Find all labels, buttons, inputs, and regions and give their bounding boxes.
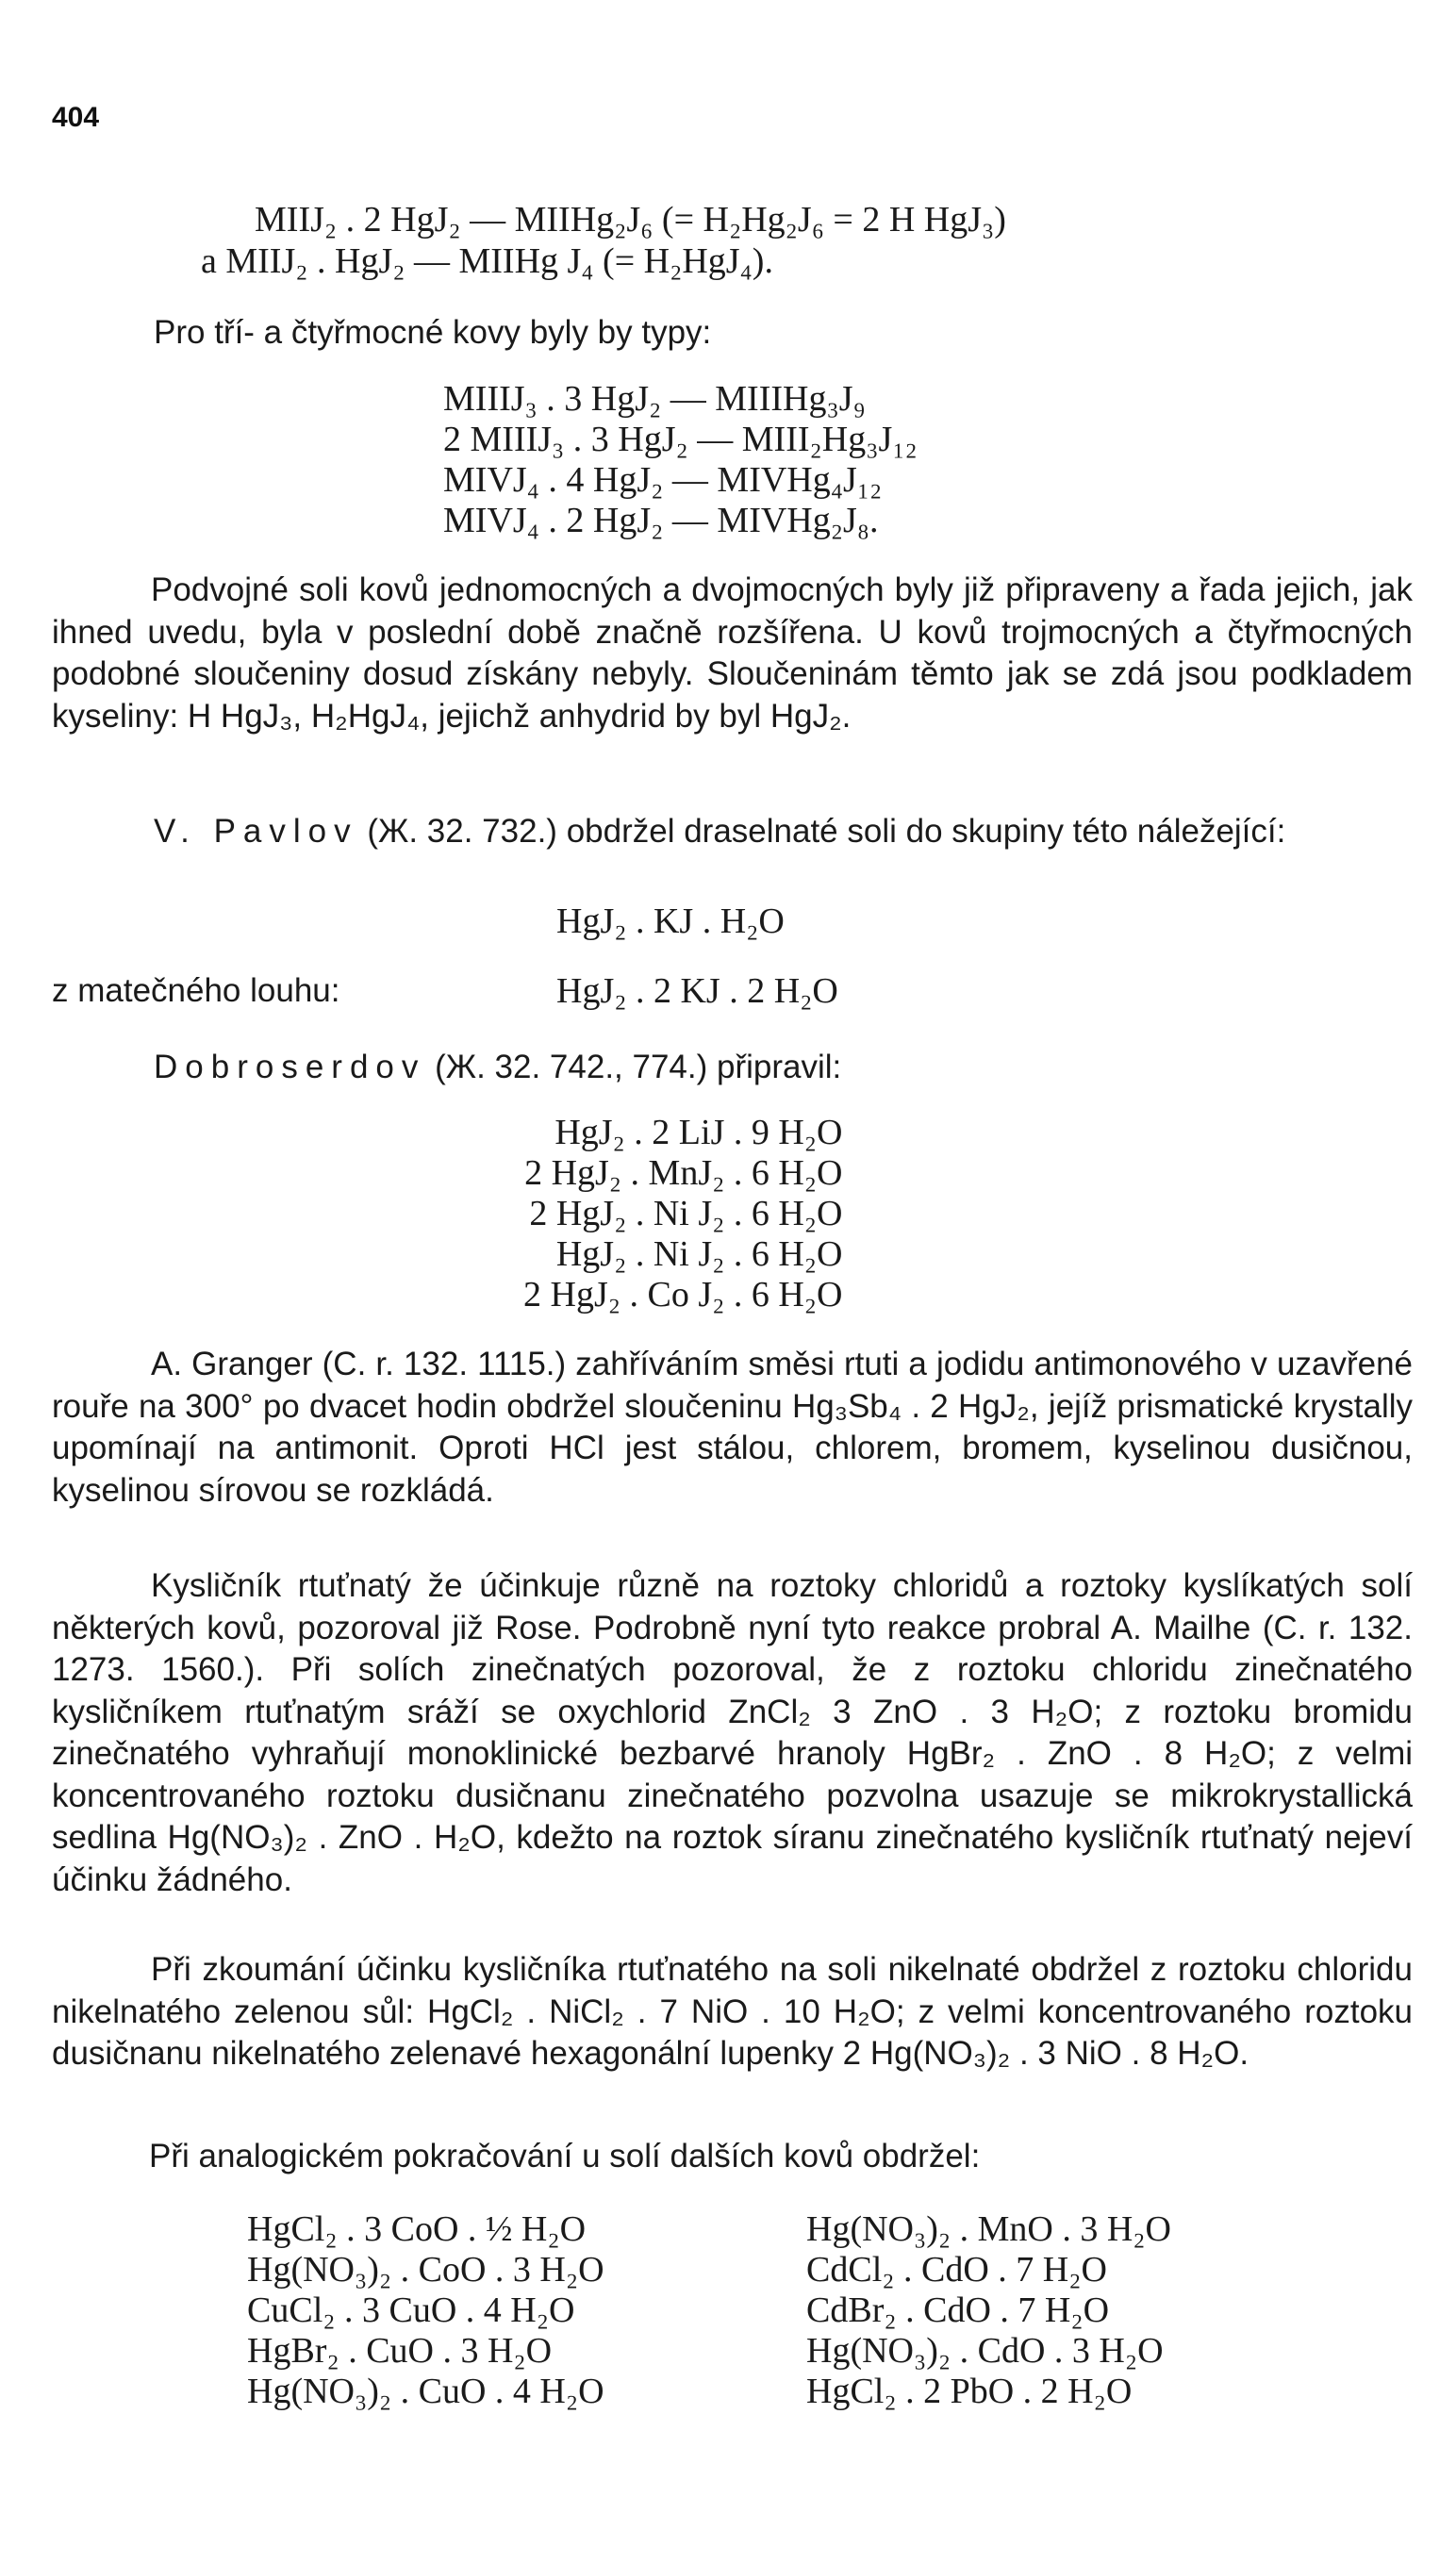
type-formula: 2 MIIIJ₃ . 3 HgJ₂ — MIII₂Hg₃J₁₂ <box>443 420 918 459</box>
paragraph-mailhe: Kysličník rtuťnatý že účinkuje různě na roztoky chloridů a roztoky kyslíkatých solí některých kovů, pozoroval již Rose. Podrobně nyní tyto reakce probral A. Mailhe (C. r. 132. 1273. 1560.). Při solích zinečnatých pozoroval, že z roztoku chloridu zinečnatého kysličníkem rtuťnatým sráží se oxychlorid ZnCl₂ 3 ZnO . 3 H₂O; z roztoku bromidu zinečnatého vyhraňují monoklinické bezbarvé hranoly HgBr₂ . ZnO . 8 H₂O; z velmi koncentrovaného roztoku dusičnanu zinečnatého pozvolna usazuje se mikrokrystallická sedlina Hg(NO₃)₂ . ZnO . H₂O, kdežto na roztok síranu zinečnatého kysličník rtuťnatý nejeví účinku žádného. <box>52 1567 1413 1898</box>
type-formula: MIVJ₄ . 4 HgJ₂ — MIVHg₄J₁₂ <box>443 460 883 500</box>
left-formula: CuCl₂ . 3 CuO . 4 H₂O <box>247 2290 575 2330</box>
page-number: 404 <box>52 102 100 133</box>
right-formula: Hg(NO₃)₂ . CdO . 3 H₂O <box>806 2331 1164 2371</box>
table-right-column <box>806 2209 1171 2412</box>
analog-heading: Při analogickém pokračování u solí dalších kovů obdržel: <box>149 2138 981 2174</box>
dobroserdov-formulas <box>523 1113 843 1315</box>
dobroserdov-formula: 2 HgJ₂ . Co J₂ . 6 H₂O <box>523 1275 843 1315</box>
intro-formula-2: a MIIJ₂ . HgJ₂ — MIIHg J₄ (= H₂HgJ₄). <box>201 241 773 281</box>
left-formula: HgBr₂ . CuO . 3 H₂O <box>247 2331 553 2371</box>
author-dobroserdov: Dobroserdov <box>154 1049 426 1085</box>
citation-dobroserdov: (Ж. 32. 742., 774.) <box>435 1049 708 1085</box>
right-formula: CdCl₂ . CdO . 7 H₂O <box>806 2250 1107 2290</box>
dobroserdov-line <box>154 1047 841 1088</box>
types-heading: Pro tří- a čtyřmocné kovy byly by typy: <box>154 314 712 351</box>
table-left-column <box>247 2209 604 2412</box>
author-pavlov: V. Pavlov <box>154 813 358 850</box>
dobroserdov-formula: HgJ₂ . 2 LiJ . 9 H₂O <box>554 1113 843 1152</box>
paragraph-granger: A. Granger (C. r. 132. 1115.) zahříváním směsi rtuti a jodidu antimonového v uzavřené rouře na 300° po dvacet hodin obdržel sloučeninu Hg₃Sb₄ . 2 HgJ₂, jejíž prismatické krystally upomínají na antimonit. Oproti HCl jest stálou, chlorem, bromem, kyselinou dusičnou, kyselinou sírovou se rozkládá. <box>52 1346 1413 1509</box>
type-formulas-block <box>443 379 918 541</box>
mother-liquor-label: z matečného louhu: <box>52 972 340 1009</box>
dobroserdov-text: připravil: <box>717 1049 842 1085</box>
type-formula: MIIIJ₃ . 3 HgJ₂ — MIIIHg₃J₉ <box>443 379 866 419</box>
pavlov-formula-1: HgJ₂ . KJ . H₂O <box>556 901 785 941</box>
dobroserdov-formula: 2 HgJ₂ . MnJ₂ . 6 H₂O <box>524 1153 843 1193</box>
left-formula: HgCl₂ . 3 CoO . ½ H₂O <box>247 2209 587 2249</box>
right-formula: HgCl₂ . 2 PbO . 2 H₂O <box>806 2372 1133 2411</box>
paragraph-nickel: Při zkoumání účinku kysličníka rtuťnatého na soli nikelnaté obdržel z roztoku chloridu nikelnatého zelenou sůl: HgCl₂ . NiCl₂ . 7 NiO . 10 H₂O; z velmi koncentrovaného roztoku dusičnanu nikelnatého zelenavé hexagonální lupenky 2 Hg(NO₃)₂ . 3 NiO . 8 H₂O. <box>52 1951 1413 2072</box>
right-formula: Hg(NO₃)₂ . MnO . 3 H₂O <box>806 2209 1171 2249</box>
pavlov-text: obdržel draselnaté soli do skupiny této náležející: <box>566 813 1286 850</box>
pavlov-formula-2: HgJ₂ . 2 KJ . 2 H₂O <box>556 971 838 1011</box>
left-formula: Hg(NO₃)₂ . CuO . 4 H₂O <box>247 2372 604 2411</box>
dobroserdov-formula: 2 HgJ₂ . Ni J₂ . 6 H₂O <box>529 1194 843 1233</box>
pavlov-line <box>154 811 1285 852</box>
paragraph-double-salts: Podvojné soli kovů jednomocných a dvojmocných byly již připraveny a řada jejich, jak ihned uvedu, byla v poslední době značně rozšířena. U kovů trojmocných a čtyřmocných podobné sloučeniny dosud získány nebyly. Sloučeninám těmto jak se zdá jsou podkladem kyseliny: H HgJ₃, H₂HgJ₄, jejichž anhydrid by byl HgJ₂. <box>52 571 1413 735</box>
citation-pavlov: (Ж. 32. 732.) <box>367 813 557 850</box>
intro-formula-1: MIIJ₂ . 2 HgJ₂ — MIIHg₂J₆ (= H₂Hg₂J₆ = 2 H HgJ₃) <box>255 200 1006 240</box>
dobroserdov-formula: HgJ₂ . Ni J₂ . 6 H₂O <box>555 1234 843 1274</box>
left-formula: Hg(NO₃)₂ . CoO . 3 H₂O <box>247 2250 604 2290</box>
right-formula: CdBr₂ . CdO . 7 H₂O <box>806 2290 1110 2330</box>
type-formula: MIVJ₄ . 2 HgJ₂ — MIVHg₂J₈. <box>443 501 879 540</box>
